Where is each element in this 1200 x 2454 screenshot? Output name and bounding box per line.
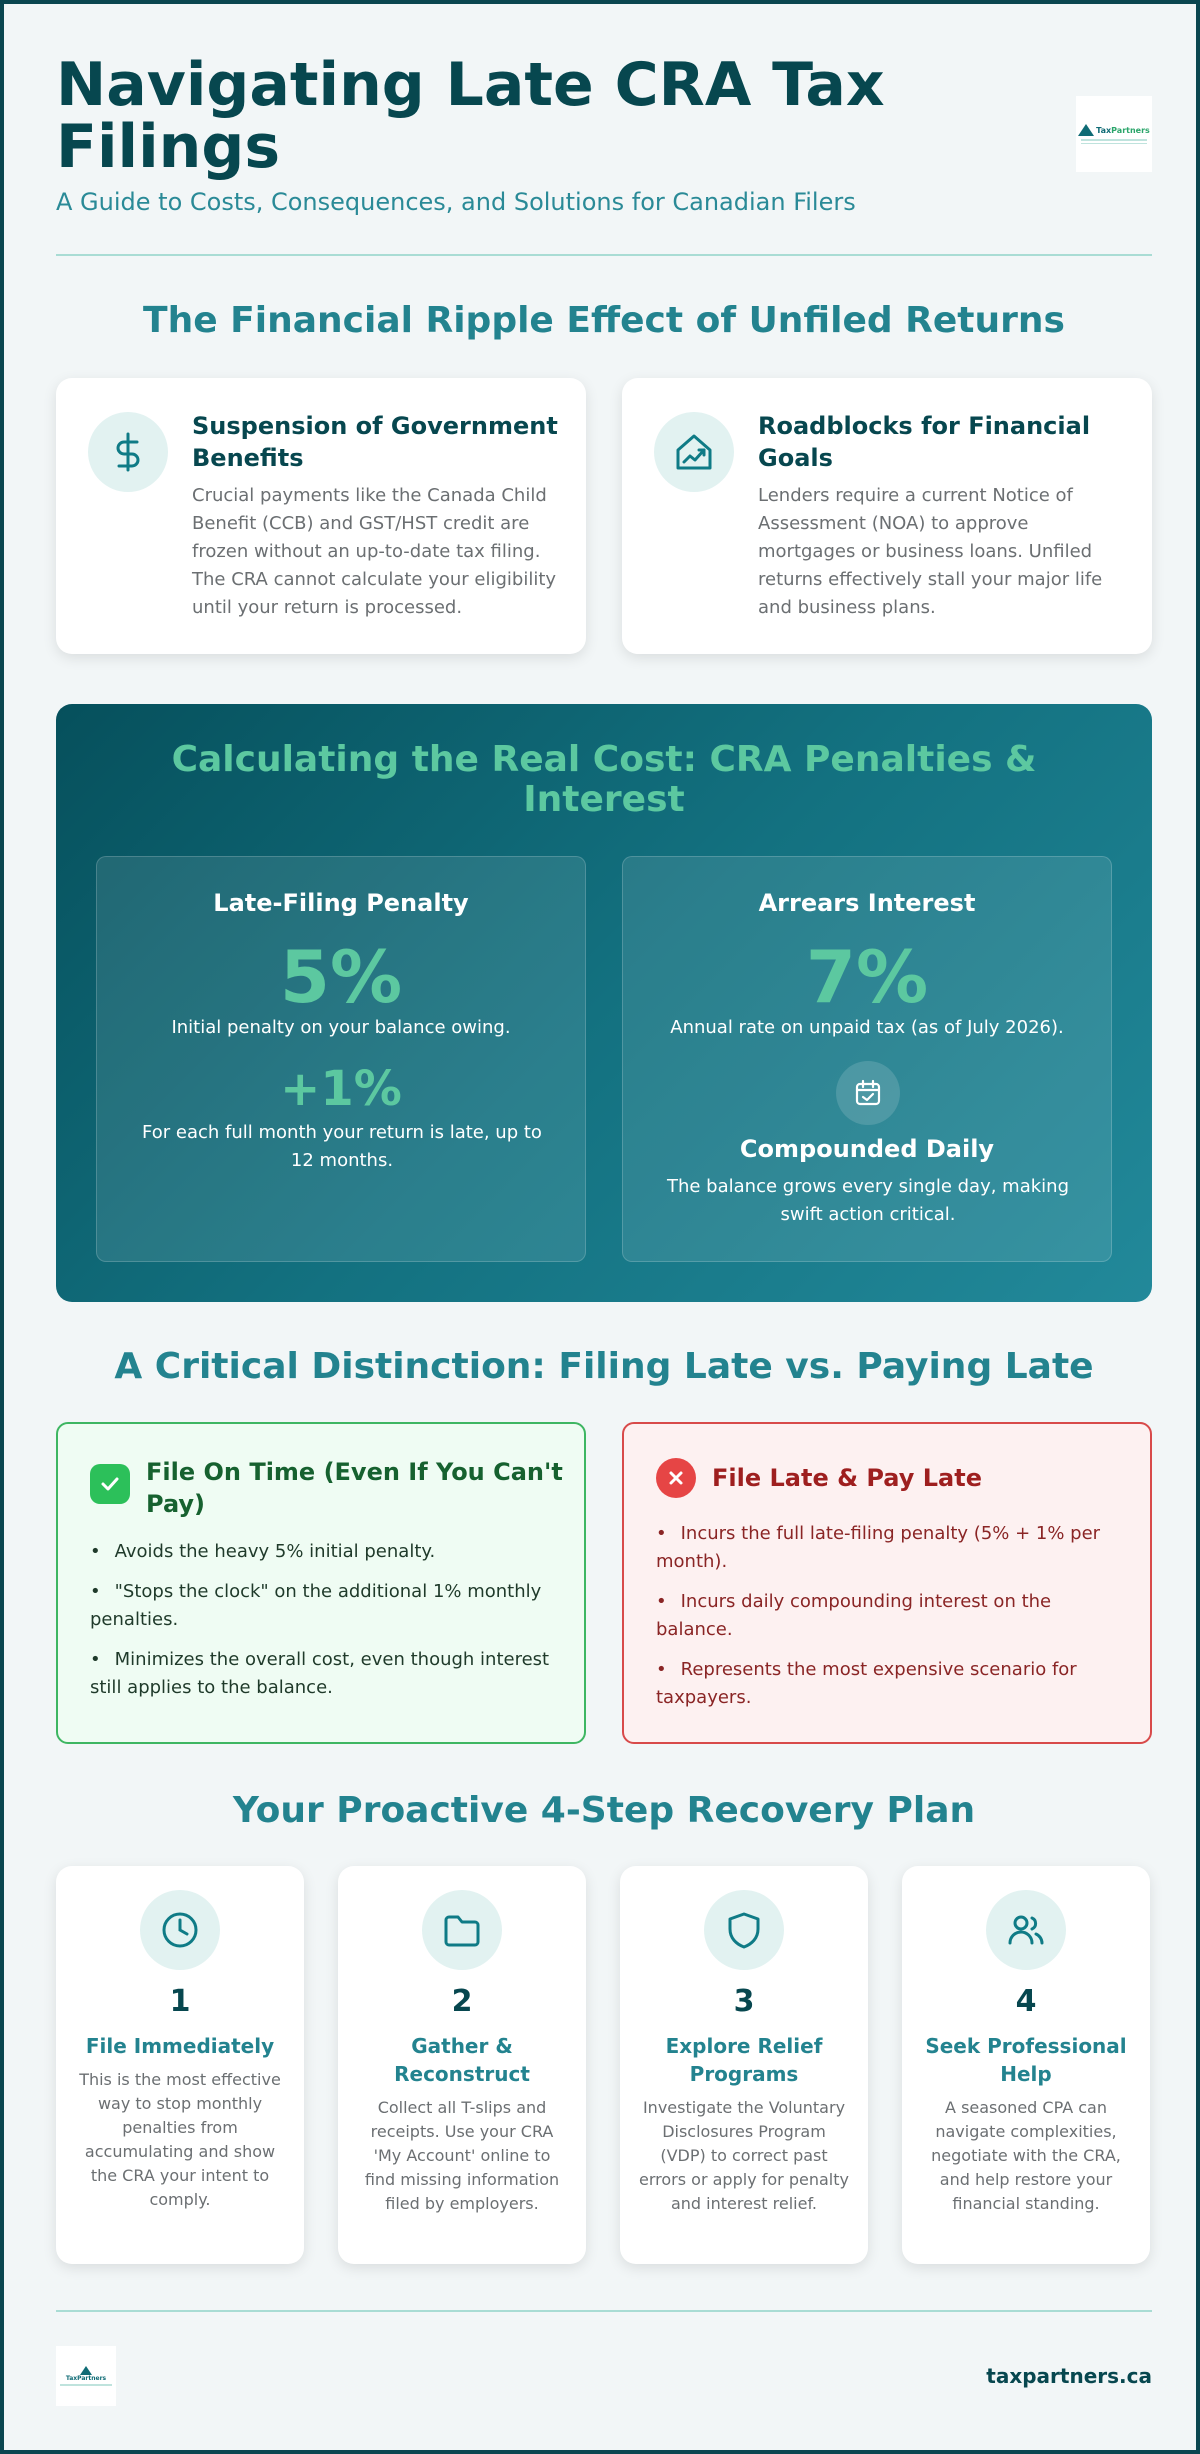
list-item: • Incurs daily compounding interest on the balance. bbox=[656, 1588, 1126, 1644]
interest-rate: 7% bbox=[805, 935, 929, 1019]
interest-heading: Arrears Interest bbox=[758, 889, 976, 917]
calendar-check-icon bbox=[836, 1061, 900, 1125]
users-icon bbox=[986, 1890, 1066, 1970]
distinction-section-title: A Critical Distinction: Filing Late vs. Paying Late bbox=[114, 1346, 1094, 1387]
logo-line bbox=[60, 2384, 112, 2386]
logo-line bbox=[1081, 143, 1147, 144]
divider bbox=[56, 2310, 1152, 2312]
monthly-penalty-caption: For each full month your return is late, up to 12 months. bbox=[142, 1122, 542, 1171]
monthly-penalty-rate: +1% bbox=[280, 1061, 402, 1117]
footer-logo bbox=[56, 2346, 116, 2406]
interest-box bbox=[622, 856, 1112, 1262]
check-icon bbox=[90, 1464, 130, 1504]
step-number: 3 bbox=[733, 1984, 755, 2019]
step-text: This is the most effective way to stop monthly penalties from accumulating and show the CRA your intent to comply. bbox=[79, 2070, 281, 2209]
interest-caption: Annual rate on unpaid tax (as of July 2026). bbox=[670, 1017, 1064, 1038]
step-title: Gather & Reconstruct bbox=[394, 2034, 530, 2086]
benefits-card bbox=[56, 378, 586, 654]
penalty-caption: Initial penalty on your balance owing. bbox=[171, 1017, 511, 1038]
benefits-card-title: Suspension of Government Benefits bbox=[192, 412, 558, 472]
step-title: Explore Relief Programs bbox=[665, 2034, 823, 2086]
compounded-caption: The balance grows every single day, making swift action critical. bbox=[666, 1176, 1069, 1225]
step-card-4 bbox=[902, 1866, 1150, 2264]
logo-triangle-icon bbox=[1078, 124, 1094, 136]
penalty-heading: Late-Filing Penalty bbox=[213, 889, 469, 917]
page-title: Navigating Late CRA Tax Filings bbox=[56, 50, 885, 182]
file-on-time-list bbox=[90, 1538, 560, 1714]
file-on-time-title: File On Time (Even If You Can't Pay) bbox=[146, 1458, 563, 1518]
list-item: • Represents the most expensive scenario for taxpayers. bbox=[656, 1656, 1126, 1712]
logo-text: TaxPartners bbox=[1096, 125, 1150, 135]
cost-panel-title: Calculating the Real Cost: CRA Penalties & Interest bbox=[171, 739, 1037, 820]
cost-panel bbox=[56, 704, 1152, 1302]
logo-text: TaxPartners bbox=[65, 2375, 107, 2382]
logo-mark bbox=[1078, 124, 1150, 136]
dollar-icon bbox=[88, 412, 168, 492]
step-text: Collect all T-slips and receipts. Use your CRA 'My Account' online to find missing information filed by employers. bbox=[364, 2098, 560, 2213]
file-late-card bbox=[622, 1422, 1152, 1744]
logo-line bbox=[1081, 139, 1147, 141]
list-item: • Minimizes the overall cost, even though interest still applies to the balance. bbox=[90, 1646, 560, 1702]
header bbox=[56, 50, 1152, 254]
shield-icon bbox=[704, 1890, 784, 1970]
goals-card-title: Roadblocks for Financial Goals bbox=[758, 412, 1091, 472]
folder-icon bbox=[422, 1890, 502, 1970]
logo-triangle-icon bbox=[80, 2366, 92, 2375]
file-late-list bbox=[656, 1520, 1126, 1724]
divider bbox=[56, 254, 1152, 256]
step-title: Seek Professional Help bbox=[925, 2034, 1127, 2086]
step-card-1 bbox=[56, 1866, 304, 2264]
step-number: 4 bbox=[1015, 1984, 1037, 2019]
ripple-section-title: The Financial Ripple Effect of Unfiled Returns bbox=[143, 300, 1065, 341]
step-card-3 bbox=[620, 1866, 868, 2264]
list-item: • "Stops the clock" on the additional 1% monthly penalties. bbox=[90, 1578, 560, 1634]
x-icon bbox=[656, 1458, 696, 1498]
step-text: A seasoned CPA can navigate complexities, negotiate with the CRA, and help restore your financial standing. bbox=[931, 2098, 1121, 2213]
goals-card bbox=[622, 378, 1152, 654]
step-number: 1 bbox=[169, 1984, 191, 2019]
house-chart-icon bbox=[654, 412, 734, 492]
goals-card-text: Lenders require a current Notice of Assessment (NOA) to approve mortgages or business loans. Unfiled returns effectively stall your major life and business plans. bbox=[758, 485, 1103, 618]
penalty-box bbox=[96, 856, 586, 1262]
file-late-title: File Late & Pay Late bbox=[712, 1464, 982, 1492]
list-item: • Incurs the full late-filing penalty (5% + 1% per month). bbox=[656, 1520, 1126, 1576]
plan-section-title: Your Proactive 4-Step Recovery Plan bbox=[232, 1790, 976, 1831]
step-number: 2 bbox=[451, 1984, 473, 2019]
list-item: • Avoids the heavy 5% initial penalty. bbox=[90, 1538, 560, 1566]
website-link[interactable]: taxpartners.ca bbox=[986, 2364, 1152, 2388]
step-title: File Immediately bbox=[85, 2034, 275, 2058]
benefits-card-text: Crucial payments like the Canada Child Benefit (CCB) and GST/HST credit are frozen without an up-to-date tax filing. The CRA cannot calculate your eligibility until your return is processed. bbox=[192, 485, 557, 618]
file-on-time-card bbox=[56, 1422, 586, 1744]
penalty-rate: 5% bbox=[279, 935, 403, 1019]
page-subtitle: A Guide to Costs, Consequences, and Solutions for Canadian Filers bbox=[56, 188, 856, 216]
step-card-2 bbox=[338, 1866, 586, 2264]
clock-icon bbox=[140, 1890, 220, 1970]
compounded-heading: Compounded Daily bbox=[739, 1135, 995, 1163]
step-text: Investigate the Voluntary Disclosures Program (VDP) to correct past errors or apply for penalty and interest relief. bbox=[639, 2098, 849, 2213]
logo bbox=[1076, 96, 1152, 172]
